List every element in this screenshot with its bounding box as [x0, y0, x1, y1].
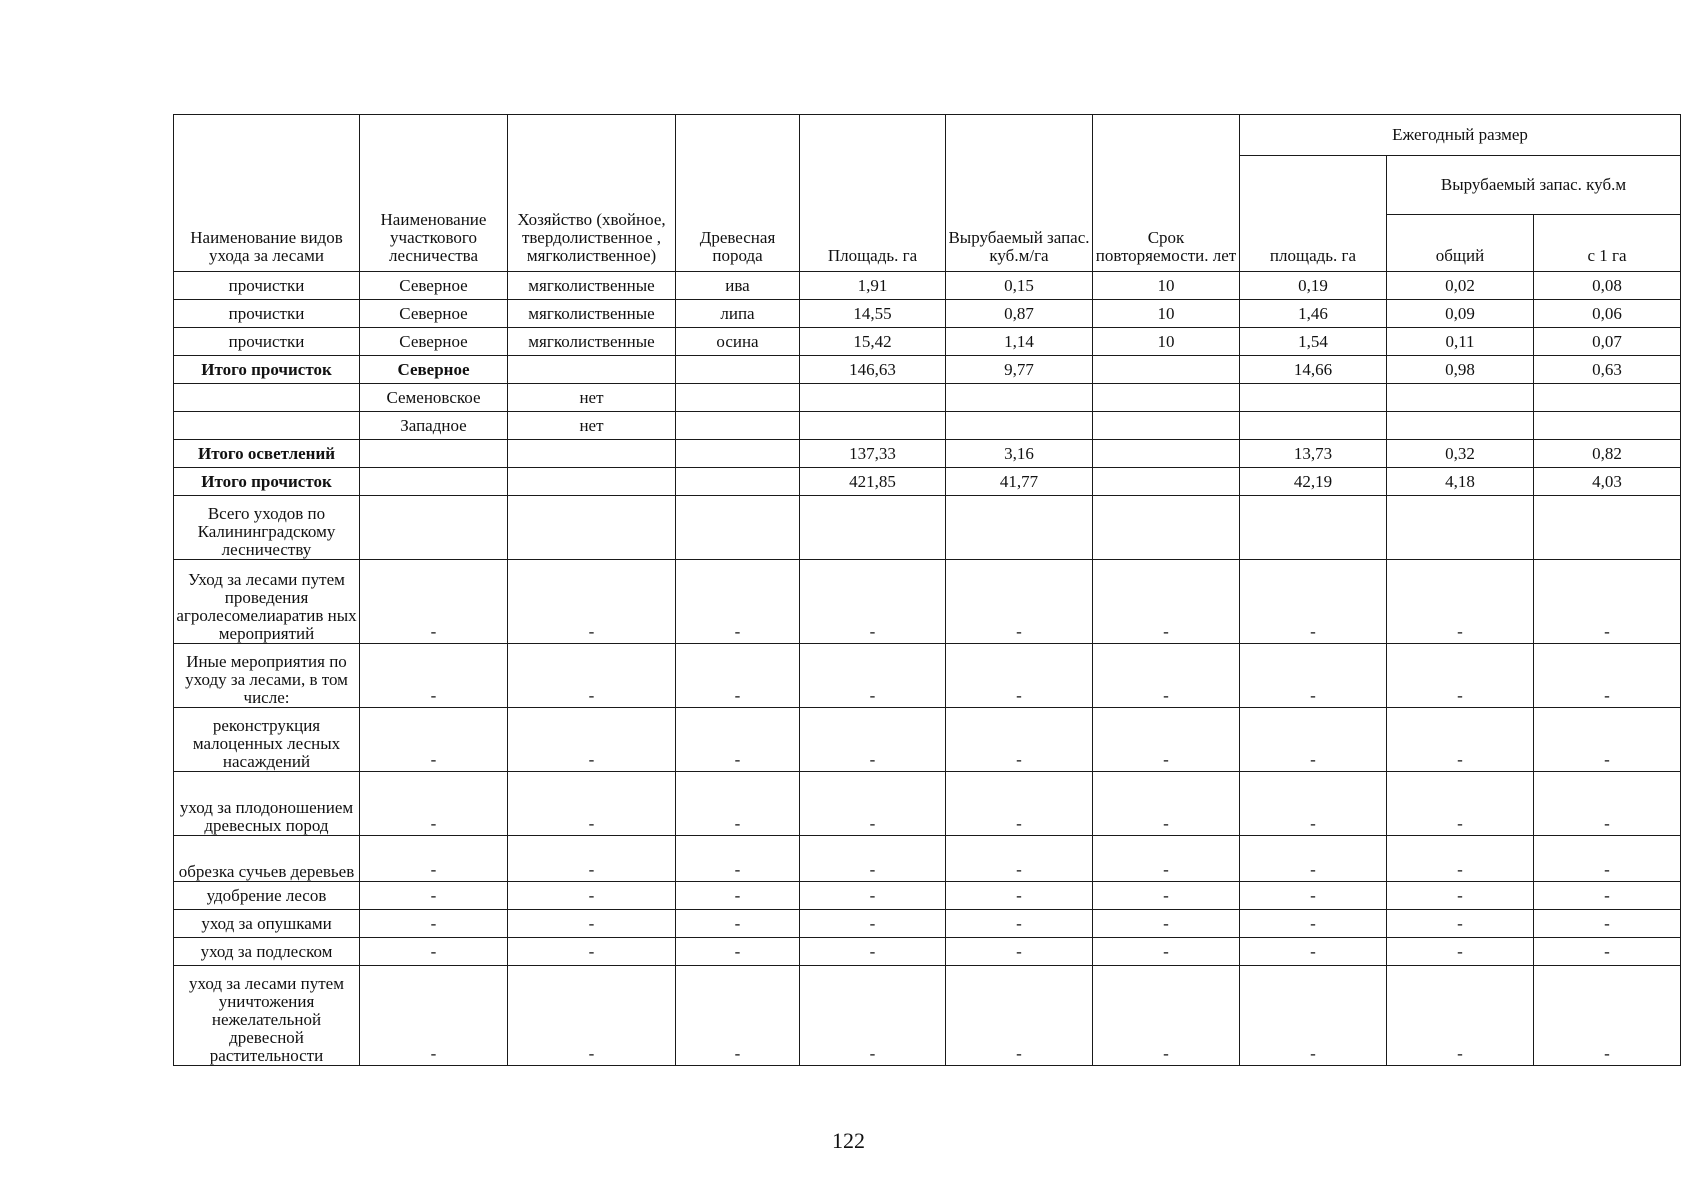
table-cell: -: [360, 772, 508, 836]
table-cell: -: [800, 772, 946, 836]
table-cell: -: [1387, 644, 1534, 708]
table-cell: 4,18: [1387, 468, 1534, 496]
table-cell: [174, 384, 360, 412]
table-cell: 1,14: [946, 328, 1093, 356]
header-period: Срок повторяемости. лет: [1093, 115, 1240, 272]
table-cell: -: [1534, 560, 1681, 644]
table-cell: 42,19: [1240, 468, 1387, 496]
table-cell: Всего уходов по Калининградскому лесничеству: [174, 496, 360, 560]
table-cell: -: [676, 938, 800, 966]
table-cell: уход за лесами путем уничтожения нежелательной древесной растительности: [174, 966, 360, 1066]
table-cell: -: [1093, 772, 1240, 836]
table-cell: нет: [508, 412, 676, 440]
header-annual: Ежегодный размер: [1240, 115, 1681, 156]
table-cell: 14,66: [1240, 356, 1387, 384]
table-cell: уход за опушками: [174, 910, 360, 938]
table-cell: -: [1093, 560, 1240, 644]
table-cell: осина: [676, 328, 800, 356]
table-cell: [360, 440, 508, 468]
table-cell: [676, 496, 800, 560]
table-cell: 9,77: [946, 356, 1093, 384]
table-cell: 0,08: [1534, 272, 1681, 300]
table-row: [174, 356, 1681, 384]
table-cell: 13,73: [1240, 440, 1387, 468]
table-cell: -: [800, 938, 946, 966]
table-row: [174, 966, 1681, 1066]
table-cell: -: [508, 644, 676, 708]
table-row: [174, 272, 1681, 300]
table-cell: -: [676, 836, 800, 882]
table-cell: -: [508, 938, 676, 966]
table-cell: -: [1534, 938, 1681, 966]
table-cell: -: [360, 708, 508, 772]
header-area: Площадь. га: [800, 115, 946, 272]
table-cell: -: [360, 910, 508, 938]
table-cell: [1534, 496, 1681, 560]
table-cell: [676, 412, 800, 440]
table-cell: -: [1093, 644, 1240, 708]
table-row: [174, 560, 1681, 644]
table-cell: Северное: [360, 328, 508, 356]
header-annual-total: общий: [1387, 215, 1534, 272]
table-cell: [676, 468, 800, 496]
table-cell: -: [1093, 708, 1240, 772]
table-row: [174, 772, 1681, 836]
table-cell: обрезка сучьев деревьев: [174, 836, 360, 882]
table-cell: -: [1387, 708, 1534, 772]
table-cell: -: [1240, 644, 1387, 708]
table-row: [174, 412, 1681, 440]
table-cell: -: [1534, 772, 1681, 836]
table-cell: -: [1093, 836, 1240, 882]
table-cell: -: [800, 708, 946, 772]
table-cell: [1240, 412, 1387, 440]
table-cell: -: [1240, 910, 1387, 938]
table-cell: -: [1240, 938, 1387, 966]
table-row: [174, 468, 1681, 496]
table-cell: [508, 468, 676, 496]
table-body: [174, 272, 1681, 1066]
table-cell: -: [1240, 836, 1387, 882]
table-cell: мягколиственные: [508, 300, 676, 328]
table-cell: -: [946, 560, 1093, 644]
table-cell: [360, 496, 508, 560]
table-cell: -: [360, 966, 508, 1066]
table-cell: -: [1534, 836, 1681, 882]
table-row: [174, 708, 1681, 772]
table-cell: -: [676, 910, 800, 938]
table-cell: 0,06: [1534, 300, 1681, 328]
table-cell: [676, 384, 800, 412]
table-cell: -: [508, 882, 676, 910]
table-cell: -: [946, 910, 1093, 938]
table-cell: -: [508, 836, 676, 882]
table-cell: 421,85: [800, 468, 946, 496]
table-cell: -: [676, 966, 800, 1066]
table-cell: Семеновское: [360, 384, 508, 412]
table-cell: -: [676, 882, 800, 910]
table-cell: -: [1387, 836, 1534, 882]
table-cell: -: [360, 560, 508, 644]
table-cell: -: [1240, 708, 1387, 772]
table-cell: 0,63: [1534, 356, 1681, 384]
table-row: [174, 384, 1681, 412]
table-cell: -: [1093, 910, 1240, 938]
header-annual-area: площадь. га: [1240, 156, 1387, 272]
table-cell: 137,33: [800, 440, 946, 468]
header-annual-per-ha: с 1 га: [1534, 215, 1681, 272]
table-cell: -: [508, 772, 676, 836]
table-cell: [676, 356, 800, 384]
table-cell: прочистки: [174, 328, 360, 356]
table-cell: -: [946, 882, 1093, 910]
table-cell: удобрение лесов: [174, 882, 360, 910]
table-cell: -: [360, 644, 508, 708]
table-cell: 0,07: [1534, 328, 1681, 356]
table-cell: -: [1534, 882, 1681, 910]
table-cell: [1534, 384, 1681, 412]
table-cell: -: [508, 910, 676, 938]
table-cell: -: [1387, 882, 1534, 910]
table-cell: 1,46: [1240, 300, 1387, 328]
header-annual-stock: Вырубаемый запас. куб.м: [1387, 156, 1681, 215]
table-cell: 10: [1093, 272, 1240, 300]
table-cell: [946, 384, 1093, 412]
table-cell: -: [946, 772, 1093, 836]
table-cell: 0,98: [1387, 356, 1534, 384]
table-cell: [174, 412, 360, 440]
table-cell: [1093, 496, 1240, 560]
table-cell: -: [1093, 882, 1240, 910]
table-cell: Северное: [360, 300, 508, 328]
table-row: [174, 644, 1681, 708]
table-row: [174, 938, 1681, 966]
table-cell: 15,42: [800, 328, 946, 356]
table-cell: -: [1534, 910, 1681, 938]
table-cell: -: [800, 836, 946, 882]
table-cell: -: [1240, 882, 1387, 910]
table-cell: -: [360, 836, 508, 882]
table-cell: Иные мероприятия по уходу за лесами, в том числе:: [174, 644, 360, 708]
table-cell: -: [1093, 966, 1240, 1066]
table-cell: нет: [508, 384, 676, 412]
table-cell: -: [676, 644, 800, 708]
table-cell: [946, 496, 1093, 560]
table-cell: [800, 496, 946, 560]
table-cell: 0,32: [1387, 440, 1534, 468]
table-cell: -: [1387, 560, 1534, 644]
table-cell: -: [676, 708, 800, 772]
table-cell: [508, 496, 676, 560]
table-cell: Северное: [360, 356, 508, 384]
table-cell: -: [1387, 938, 1534, 966]
table-cell: -: [1534, 644, 1681, 708]
table-cell: -: [1240, 966, 1387, 1066]
table-cell: -: [800, 882, 946, 910]
table-cell: -: [946, 938, 1093, 966]
table-cell: Уход за лесами путем проведения агролесомелиаратив ных мероприятий: [174, 560, 360, 644]
table-cell: [800, 384, 946, 412]
table-row: [174, 328, 1681, 356]
table-cell: [1093, 384, 1240, 412]
table-cell: -: [946, 644, 1093, 708]
table-cell: -: [1093, 938, 1240, 966]
table-cell: -: [508, 708, 676, 772]
table-cell: 0,11: [1387, 328, 1534, 356]
table-cell: 0,82: [1534, 440, 1681, 468]
table-cell: 0,09: [1387, 300, 1534, 328]
table-cell: 41,77: [946, 468, 1093, 496]
table-cell: -: [1387, 910, 1534, 938]
table-cell: реконструкция малоценных лесных насаждений: [174, 708, 360, 772]
table-cell: [1240, 384, 1387, 412]
table-cell: -: [1387, 772, 1534, 836]
table-cell: -: [676, 560, 800, 644]
table-cell: -: [946, 836, 1093, 882]
table-row: [174, 882, 1681, 910]
table-cell: -: [508, 966, 676, 1066]
table-row: [174, 496, 1681, 560]
table-cell: [1387, 496, 1534, 560]
table-cell: [508, 440, 676, 468]
table-cell: уход за плодоношением древесных пород: [174, 772, 360, 836]
table-cell: -: [508, 560, 676, 644]
table-cell: -: [1240, 772, 1387, 836]
table-cell: Итого осветлений: [174, 440, 360, 468]
table-row: [174, 910, 1681, 938]
table-cell: -: [1240, 560, 1387, 644]
table-cell: 1,91: [800, 272, 946, 300]
table-cell: 0,19: [1240, 272, 1387, 300]
table-cell: Северное: [360, 272, 508, 300]
table-cell: Итого прочисток: [174, 468, 360, 496]
table-cell: -: [1387, 966, 1534, 1066]
table-cell: -: [1534, 708, 1681, 772]
table-cell: 10: [1093, 300, 1240, 328]
table-cell: 3,16: [946, 440, 1093, 468]
table-cell: [1387, 412, 1534, 440]
header-species: Древесная порода: [676, 115, 800, 272]
table-cell: Западное: [360, 412, 508, 440]
table-cell: прочистки: [174, 272, 360, 300]
forest-care-table: [173, 114, 1681, 1066]
table-row: [174, 300, 1681, 328]
table-cell: [508, 356, 676, 384]
table-cell: [360, 468, 508, 496]
table-cell: 0,02: [1387, 272, 1534, 300]
header-type: Наименование видов ухода за лесами: [174, 115, 360, 272]
table-cell: 1,54: [1240, 328, 1387, 356]
table-cell: [1387, 384, 1534, 412]
table-cell: Итого прочисток: [174, 356, 360, 384]
table-cell: -: [360, 882, 508, 910]
table-cell: уход за подлеском: [174, 938, 360, 966]
table-cell: [946, 412, 1093, 440]
table-cell: -: [1534, 966, 1681, 1066]
table-cell: -: [360, 938, 508, 966]
table-cell: [676, 440, 800, 468]
table-cell: [1093, 440, 1240, 468]
table-cell: [1093, 412, 1240, 440]
table-cell: -: [800, 966, 946, 1066]
table-header: [174, 115, 1681, 272]
table-cell: липа: [676, 300, 800, 328]
table-cell: -: [800, 910, 946, 938]
header-forestry: Наименование участкового лесничества: [360, 115, 508, 272]
table-cell: [1093, 468, 1240, 496]
table-cell: [800, 412, 946, 440]
table-cell: [1534, 412, 1681, 440]
table-cell: 0,15: [946, 272, 1093, 300]
table-cell: мягколиственные: [508, 272, 676, 300]
table-cell: мягколиственные: [508, 328, 676, 356]
table-cell: 4,03: [1534, 468, 1681, 496]
table-row: [174, 440, 1681, 468]
header-economy: Хозяйство (хвойное, твердолиственное , мягколиственное): [508, 115, 676, 272]
table-cell: [1093, 356, 1240, 384]
table-cell: -: [676, 772, 800, 836]
table-cell: прочистки: [174, 300, 360, 328]
table-cell: [1240, 496, 1387, 560]
table-cell: 146,63: [800, 356, 946, 384]
table-cell: 10: [1093, 328, 1240, 356]
table-cell: -: [946, 708, 1093, 772]
header-stock: Вырубаемый запас. куб.м/га: [946, 115, 1093, 272]
page-number: 122: [832, 1128, 865, 1153]
table-cell: ива: [676, 272, 800, 300]
table-cell: 14,55: [800, 300, 946, 328]
table-cell: -: [800, 644, 946, 708]
table-cell: -: [946, 966, 1093, 1066]
table-row: [174, 836, 1681, 882]
table-cell: -: [800, 560, 946, 644]
table-cell: 0,87: [946, 300, 1093, 328]
